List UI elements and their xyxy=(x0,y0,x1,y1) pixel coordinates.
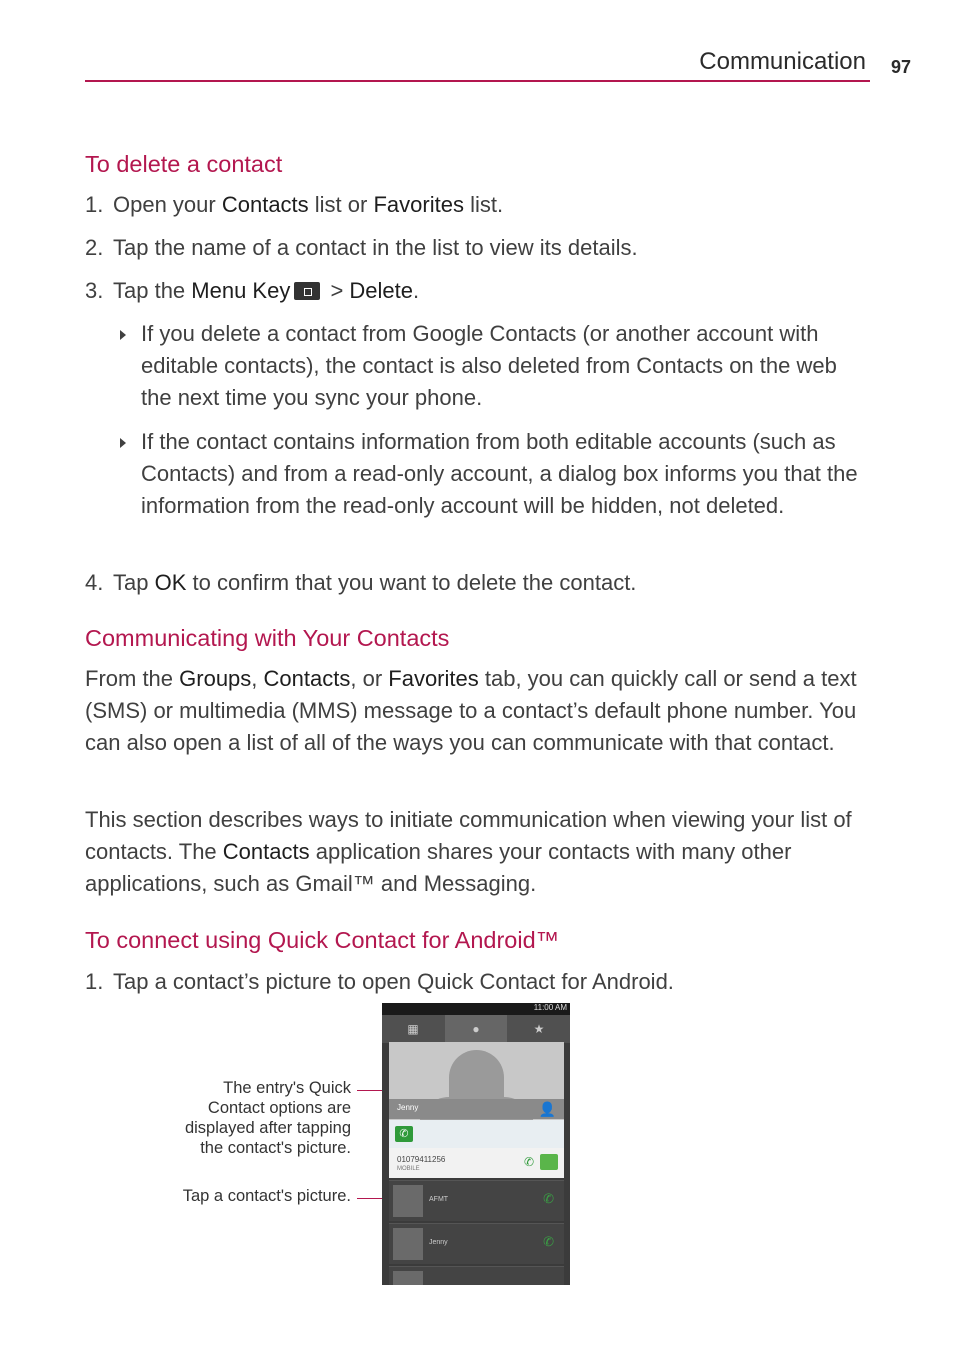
delete-step-1: 1. Open your Contacts list or Favorites list. xyxy=(85,192,504,217)
delete-step-4: 4. Tap OK to confirm that you want to delete the contact. xyxy=(85,570,637,595)
contact-picture[interactable] xyxy=(393,1271,423,1285)
delete-step-3: 3. Tap the Menu Key > Delete. xyxy=(85,278,420,303)
heading-delete-contact: To delete a contact xyxy=(85,151,283,177)
communicating-paragraph-2: This section describes ways to initiate communication when viewing your list of contacts. The Contacts application shares your contacts with many other applications, such as Gmail™ and Messaging. xyxy=(85,807,852,896)
heading-communicating: Communicating with Your Contacts xyxy=(85,625,450,651)
phone-icon[interactable]: ✆ xyxy=(543,1191,554,1206)
running-header-section: Communication xyxy=(699,48,866,75)
quick-contact-name-bar xyxy=(389,1099,564,1119)
phone-icon[interactable]: ✆ xyxy=(395,1126,413,1142)
contact-picture[interactable] xyxy=(393,1185,423,1217)
delete-step-2: 2. Tap the name of a contact in the list to view its details. xyxy=(85,235,638,260)
contact-picture[interactable] xyxy=(393,1228,423,1260)
communicating-paragraph-1: From the Groups, Contacts, or Favorites tab, you can quickly call or send a text (SMS) or multimedia (MMS) message to a contact’s default phone number. You can also open a list of all of the ways you can communicate with that contact. xyxy=(85,666,857,755)
triangle-bullet-icon xyxy=(120,330,126,340)
star-icon: ★ xyxy=(533,1022,545,1036)
quick-contact-step-1: 1. Tap a contact’s picture to open Quick Contact for Android. xyxy=(85,969,674,994)
callout-quick-contact-options: The entry's Quick Contact options are displayed after tapping the contact's picture. xyxy=(184,1079,351,1157)
quick-contact-number-type: MOBILE xyxy=(397,1166,420,1172)
tab-contacts[interactable] xyxy=(445,1015,507,1043)
quick-contact-number: 01079411256 xyxy=(397,1155,446,1164)
status-time: 11:00 AM xyxy=(533,1003,567,1012)
quick-contact-number-row[interactable] xyxy=(389,1148,564,1178)
status-bar xyxy=(382,1003,570,1015)
list-item[interactable]: AFMT ✆ xyxy=(389,1180,564,1221)
list-item[interactable]: Jenny ✆ xyxy=(389,1223,564,1264)
callout-tap-picture: Tap a contact's picture. xyxy=(182,1187,351,1205)
message-icon[interactable] xyxy=(540,1154,558,1170)
person-icon: ● xyxy=(472,1022,480,1036)
phone-screenshot xyxy=(382,1003,570,1285)
groups-icon: ▦ xyxy=(407,1022,419,1036)
menu-key-icon xyxy=(294,282,320,300)
phone-icon[interactable]: ✆ xyxy=(523,1155,534,1169)
quick-contact-name: Jenny xyxy=(397,1103,419,1112)
contacts-tab-bar xyxy=(382,1015,570,1043)
phone-icon[interactable]: ✆ xyxy=(543,1234,554,1249)
page-number: 97 xyxy=(891,57,912,77)
triangle-bullet-icon xyxy=(120,438,126,448)
tab-favorites[interactable] xyxy=(508,1015,570,1043)
list-item[interactable] xyxy=(389,1266,564,1285)
header-rule xyxy=(85,80,870,82)
person-icon[interactable]: 👤 xyxy=(538,1101,556,1117)
heading-quick-contact: To connect using Quick Contact for Android™ xyxy=(85,927,560,953)
tab-groups[interactable] xyxy=(382,1015,444,1043)
quick-contact-options xyxy=(389,1120,564,1148)
